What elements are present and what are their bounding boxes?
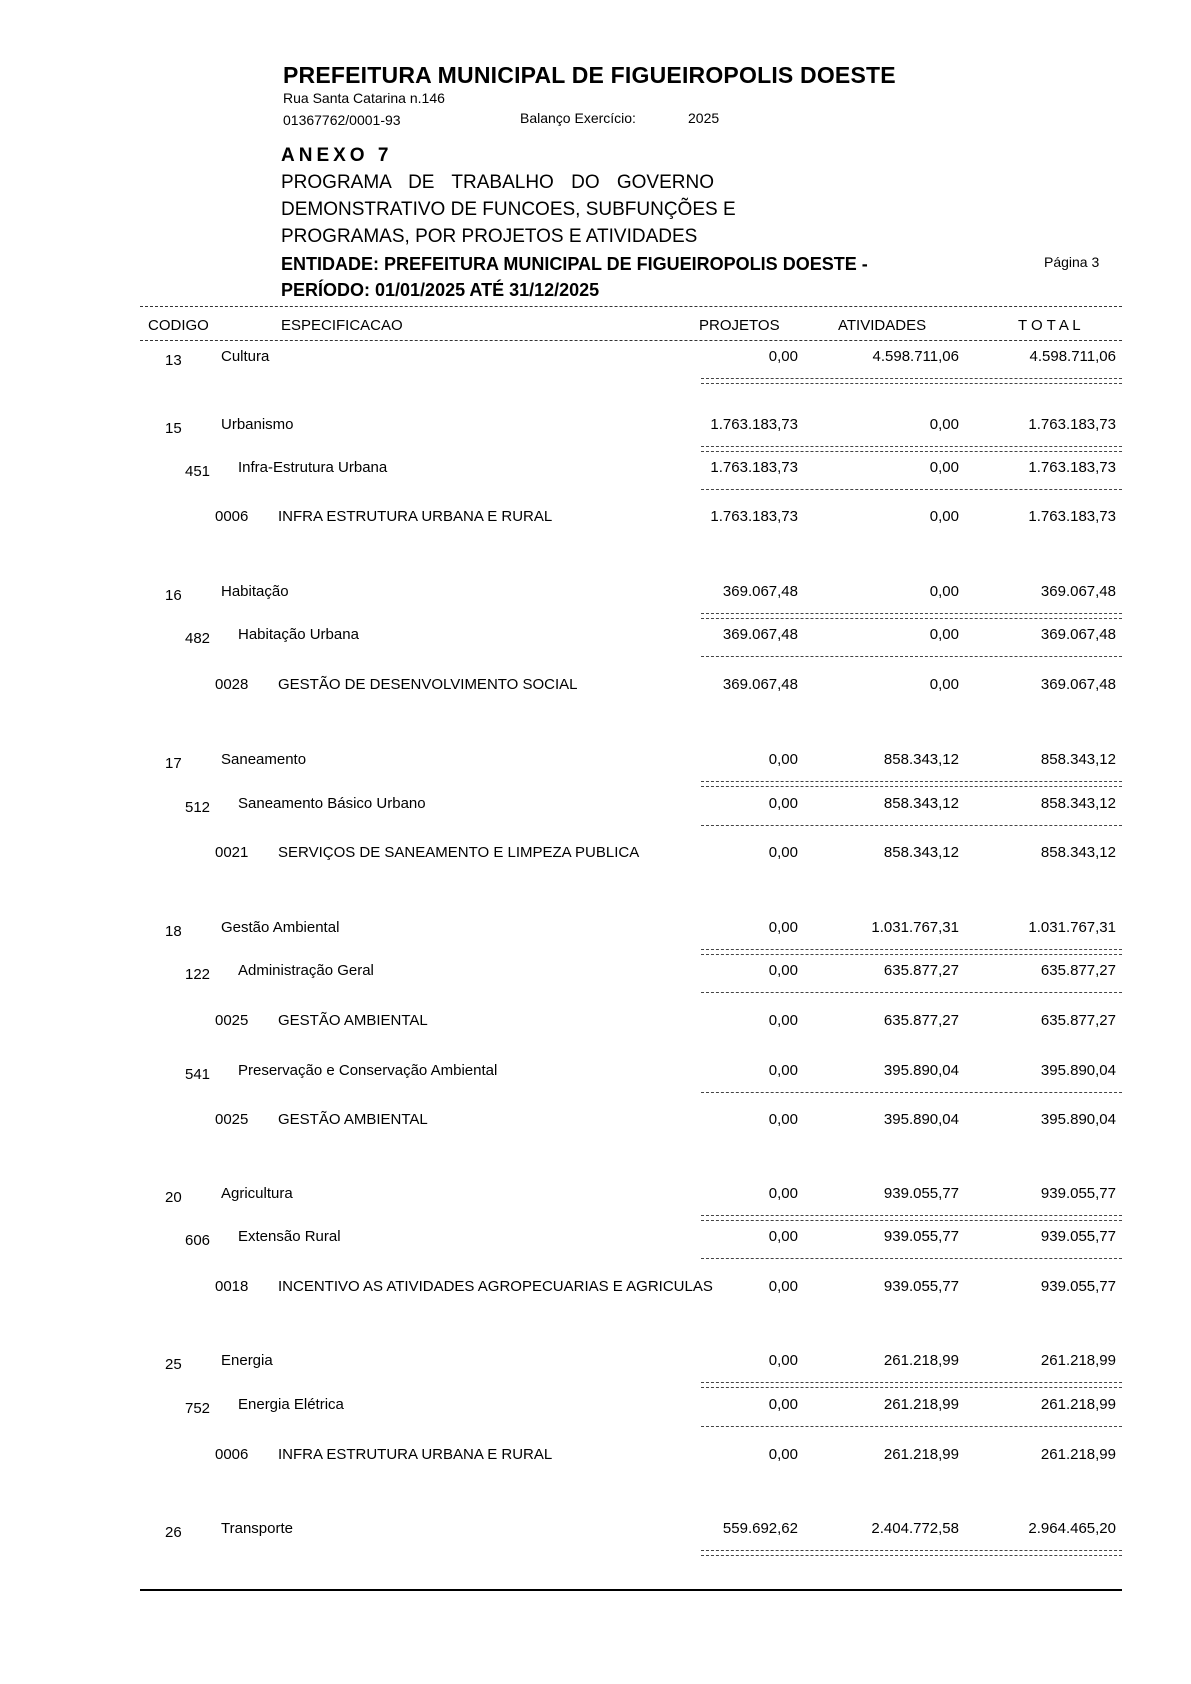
- single-separator: [701, 1258, 1122, 1259]
- table-row: [0, 1396, 1191, 1420]
- double-separator: [701, 446, 1122, 452]
- row-description: INFRA ESTRUTURA URBANA E RURAL: [278, 508, 553, 525]
- single-separator: [701, 825, 1122, 826]
- row-total: 395.890,04: [1040, 1062, 1116, 1079]
- row-code: 0006: [215, 1446, 249, 1463]
- table-row: [0, 795, 1191, 819]
- row-atividades: 395.890,04: [883, 1111, 959, 1128]
- table-row: [0, 626, 1191, 650]
- table-row: [0, 919, 1191, 943]
- table-row: [0, 1012, 1191, 1036]
- column-header-atividades: ATIVIDADES: [838, 317, 927, 334]
- row-total: 395.890,04: [1040, 1111, 1116, 1128]
- row-description: Habitação: [221, 583, 289, 600]
- row-projetos: 0,00: [768, 1012, 798, 1029]
- row-total: 635.877,27: [1040, 962, 1116, 979]
- single-separator: [701, 992, 1122, 993]
- row-code: 0025: [215, 1111, 249, 1128]
- row-code: 25: [165, 1356, 182, 1373]
- row-projetos: 1.763.183,73: [710, 416, 798, 433]
- row-projetos: 0,00: [768, 348, 798, 365]
- row-description: Saneamento Básico Urbano: [238, 795, 426, 812]
- row-atividades: 635.877,27: [883, 1012, 959, 1029]
- row-description: Infra-Estrutura Urbana: [238, 459, 388, 476]
- row-description: Administração Geral: [238, 962, 374, 979]
- row-atividades: 0,00: [929, 459, 959, 476]
- row-atividades: 395.890,04: [883, 1062, 959, 1079]
- row-description: Energia Elétrica: [238, 1396, 344, 1413]
- table-row: [0, 751, 1191, 775]
- row-code: 752: [185, 1400, 211, 1417]
- cnpj: 01367762/0001-93: [283, 112, 401, 128]
- row-code: 451: [185, 463, 211, 480]
- row-atividades: 0,00: [929, 508, 959, 525]
- row-code: 18: [165, 923, 182, 940]
- row-total: 369.067,48: [1040, 676, 1116, 693]
- row-code: 606: [185, 1232, 211, 1249]
- row-projetos: 559.692,62: [722, 1520, 798, 1537]
- row-total: 1.763.183,73: [1028, 508, 1116, 525]
- row-total: 858.343,12: [1040, 844, 1116, 861]
- row-projetos: 0,00: [768, 844, 798, 861]
- double-separator: [701, 949, 1122, 955]
- row-projetos: 369.067,48: [722, 583, 798, 600]
- row-atividades: 939.055,77: [883, 1228, 959, 1245]
- row-description: SERVIÇOS DE SANEAMENTO E LIMPEZA PUBLICA: [278, 844, 640, 861]
- table-row: [0, 676, 1191, 700]
- row-atividades: 939.055,77: [883, 1185, 959, 1202]
- row-projetos: 1.763.183,73: [710, 508, 798, 525]
- table-row: [0, 459, 1191, 483]
- table-row: [0, 844, 1191, 868]
- row-projetos: 369.067,48: [722, 676, 798, 693]
- row-atividades: 939.055,77: [883, 1278, 959, 1295]
- row-description: GESTÃO AMBIENTAL: [278, 1111, 428, 1128]
- row-total: 261.218,99: [1040, 1446, 1116, 1463]
- subtitle-line-2: DEMONSTRATIVO DE FUNCOES, SUBFUNÇÕES E: [281, 199, 736, 220]
- row-atividades: 2.404.772,58: [871, 1520, 959, 1537]
- column-header-projetos: PROJETOS: [699, 317, 780, 334]
- table-row: [0, 1228, 1191, 1252]
- row-total: 1.763.183,73: [1028, 416, 1116, 433]
- row-code: 17: [165, 755, 182, 772]
- municipality-title: PREFEITURA MUNICIPAL DE FIGUEIROPOLIS DOESTE: [283, 62, 896, 88]
- single-separator: [701, 1092, 1122, 1093]
- row-code: 20: [165, 1189, 182, 1206]
- address: Rua Santa Catarina n.146: [283, 90, 445, 106]
- table-row: [0, 962, 1191, 986]
- row-atividades: 0,00: [929, 583, 959, 600]
- table-row: [0, 416, 1191, 440]
- row-description: Gestão Ambiental: [221, 919, 340, 936]
- row-atividades: 858.343,12: [883, 795, 959, 812]
- page-number: Página 3: [1044, 254, 1100, 270]
- column-header-codigo: CODIGO: [148, 317, 209, 334]
- entity-line: ENTIDADE: PREFEITURA MUNICIPAL DE FIGUEIROPOLIS DOESTE -: [281, 254, 868, 274]
- row-total: 261.218,99: [1040, 1352, 1116, 1369]
- column-header-total: T O T A L: [1018, 317, 1081, 334]
- row-projetos: 0,00: [768, 751, 798, 768]
- row-description: INFRA ESTRUTURA URBANA E RURAL: [278, 1446, 553, 1463]
- row-code: 0021: [215, 844, 249, 861]
- row-code: 0025: [215, 1012, 249, 1029]
- exercise-year: 2025: [688, 110, 720, 126]
- table-row: [0, 1352, 1191, 1376]
- table-row: [0, 1278, 1191, 1302]
- row-total: 1.763.183,73: [1028, 459, 1116, 476]
- row-atividades: 261.218,99: [883, 1446, 959, 1463]
- row-description: GESTÃO AMBIENTAL: [278, 1012, 428, 1029]
- row-description: Urbanismo: [221, 416, 294, 433]
- row-total: 369.067,48: [1040, 583, 1116, 600]
- row-projetos: 369.067,48: [722, 626, 798, 643]
- row-projetos: 1.763.183,73: [710, 459, 798, 476]
- row-total: 939.055,77: [1040, 1228, 1116, 1245]
- subtitle-line-3: PROGRAMAS, POR PROJETOS E ATIVIDADES: [281, 226, 698, 247]
- period-line: PERÍODO: 01/01/2025 ATÉ 31/12/2025: [281, 280, 600, 300]
- row-projetos: 0,00: [768, 795, 798, 812]
- row-total: 939.055,77: [1040, 1278, 1116, 1295]
- row-projetos: 0,00: [768, 919, 798, 936]
- row-code: 26: [165, 1524, 182, 1541]
- row-total: 369.067,48: [1040, 626, 1116, 643]
- double-separator: [701, 378, 1122, 384]
- single-separator: [701, 489, 1122, 490]
- double-separator: [701, 1550, 1122, 1556]
- table-row: [0, 1446, 1191, 1470]
- row-description: Agricultura: [221, 1185, 293, 1202]
- row-total: 2.964.465,20: [1028, 1520, 1116, 1537]
- double-separator: [701, 1382, 1122, 1388]
- row-atividades: 261.218,99: [883, 1352, 959, 1369]
- row-code: 15: [165, 420, 182, 437]
- row-description: GESTÃO DE DESENVOLVIMENTO SOCIAL: [278, 676, 578, 693]
- row-description: Extensão Rural: [238, 1228, 341, 1245]
- double-separator: [701, 1215, 1122, 1221]
- row-projetos: 0,00: [768, 1062, 798, 1079]
- table-row: [0, 1520, 1191, 1544]
- row-atividades: 261.218,99: [883, 1396, 959, 1413]
- row-atividades: 858.343,12: [883, 844, 959, 861]
- row-projetos: 0,00: [768, 1228, 798, 1245]
- row-code: 0006: [215, 508, 249, 525]
- row-description: Transporte: [221, 1520, 293, 1537]
- row-description: Saneamento: [221, 751, 307, 768]
- table-row: [0, 1062, 1191, 1086]
- row-projetos: 0,00: [768, 1446, 798, 1463]
- single-separator: [701, 1426, 1122, 1427]
- balanco-label: Balanço Exercício:: [520, 110, 636, 126]
- row-code: 512: [185, 799, 211, 816]
- table-row: [0, 508, 1191, 532]
- row-projetos: 0,00: [768, 962, 798, 979]
- row-code: 13: [165, 352, 182, 369]
- row-description: Habitação Urbana: [238, 626, 359, 643]
- row-projetos: 0,00: [768, 1111, 798, 1128]
- row-atividades: 0,00: [929, 676, 959, 693]
- double-separator: [701, 781, 1122, 787]
- row-code: 541: [185, 1066, 211, 1083]
- row-total: 1.031.767,31: [1028, 919, 1116, 936]
- row-code: 0028: [215, 676, 249, 693]
- row-total: 635.877,27: [1040, 1012, 1116, 1029]
- row-description: Cultura: [221, 348, 270, 365]
- anexo-title: ANEXO 7: [281, 145, 393, 166]
- row-atividades: 4.598.711,06: [872, 348, 959, 365]
- row-code: 16: [165, 587, 182, 604]
- single-separator: [701, 656, 1122, 657]
- row-atividades: 635.877,27: [883, 962, 959, 979]
- row-total: 858.343,12: [1040, 751, 1116, 768]
- row-atividades: 858.343,12: [883, 751, 959, 768]
- row-code: 0018: [215, 1278, 249, 1295]
- row-projetos: 0,00: [768, 1278, 798, 1295]
- row-total: 261.218,99: [1040, 1396, 1116, 1413]
- row-projetos: 0,00: [768, 1352, 798, 1369]
- page-bottom-rule: [140, 1589, 1122, 1591]
- column-header-especificacao: ESPECIFICACAO: [281, 317, 403, 334]
- row-projetos: 0,00: [768, 1396, 798, 1413]
- row-total: 939.055,77: [1040, 1185, 1116, 1202]
- row-code: 122: [185, 966, 211, 983]
- table-row: [0, 348, 1191, 372]
- table-row: [0, 1185, 1191, 1209]
- row-description: Energia: [221, 1352, 273, 1369]
- row-atividades: 0,00: [929, 626, 959, 643]
- subtitle-line-1: PROGRAMA DE TRABALHO DO GOVERNO: [281, 172, 715, 193]
- row-description: Preservação e Conservação Ambiental: [238, 1062, 498, 1079]
- double-separator: [701, 613, 1122, 619]
- row-description: INCENTIVO AS ATIVIDADES AGROPECUARIAS E AGRICULAS: [278, 1278, 713, 1295]
- row-total: 4.598.711,06: [1029, 348, 1116, 365]
- table-row: [0, 583, 1191, 607]
- row-code: 482: [185, 630, 211, 647]
- table-row: [0, 1111, 1191, 1135]
- row-projetos: 0,00: [768, 1185, 798, 1202]
- row-atividades: 0,00: [929, 416, 959, 433]
- row-atividades: 1.031.767,31: [871, 919, 959, 936]
- row-total: 858.343,12: [1040, 795, 1116, 812]
